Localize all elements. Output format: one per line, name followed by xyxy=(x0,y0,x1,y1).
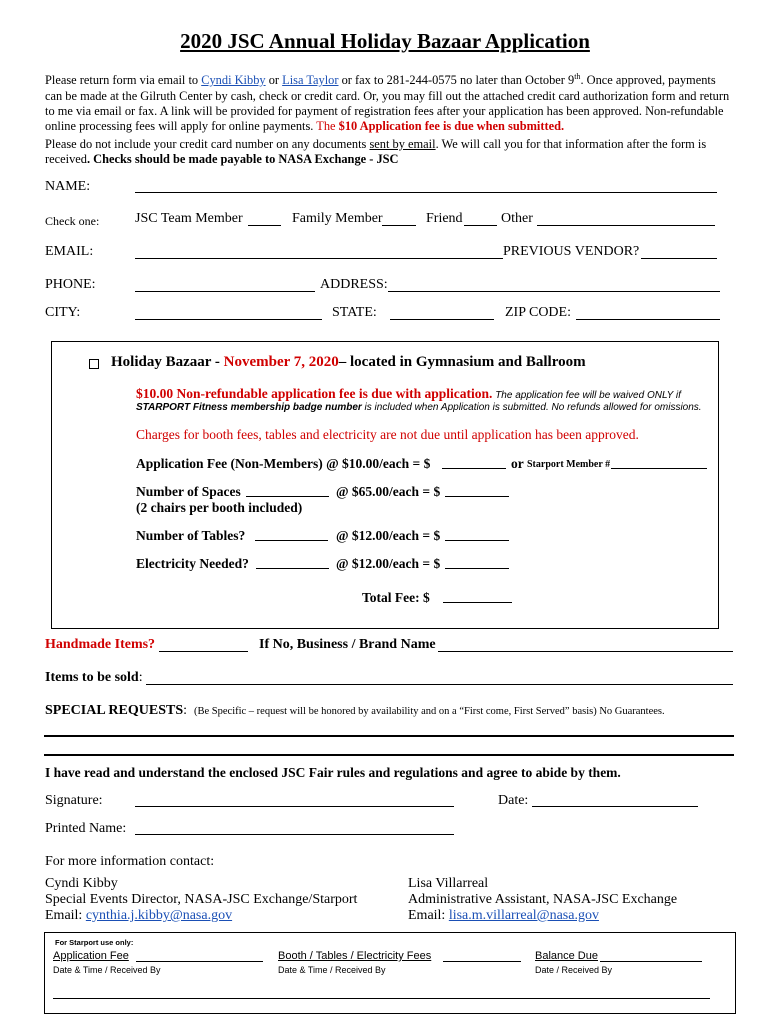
phone-label: PHONE: xyxy=(45,277,96,292)
office-booth-fees: Booth / Tables / Electricity Fees xyxy=(278,950,432,962)
application-fee-amount[interactable] xyxy=(442,468,506,469)
special-requests-note: (Be Specific – request will be honored by availability and on a “First come, First Served” basis) No Guarantees. xyxy=(194,706,665,717)
spaces-rate-label: @ $65.00/each = $ xyxy=(336,484,441,499)
state-field[interactable] xyxy=(390,319,494,320)
chairs-note: (2 chairs per booth included) xyxy=(136,500,303,515)
or-label: or xyxy=(511,456,524,471)
zip-code-field[interactable] xyxy=(576,319,720,320)
office-sub2: Date & Time / Received By xyxy=(278,965,386,975)
spaces-amount-field[interactable] xyxy=(445,496,509,497)
office-use-heading: For Starport use only: xyxy=(55,938,134,947)
contact2-email: Email: lisa.m.villarreal@nasa.gov xyxy=(408,908,599,923)
spaces-quantity-field[interactable] xyxy=(246,496,329,497)
jsc-team-member-blank[interactable] xyxy=(248,225,281,226)
application-fee-notice: $10.00 Non-refundable application fee is due with application. The application fee will be waived ONLY if xyxy=(136,386,681,401)
contact1-name: Cyndi Kibby xyxy=(45,876,118,891)
handmade-items-label: Handmade Items? xyxy=(45,637,156,652)
contact2-email-link[interactable]: lisa.m.villarreal@nasa.gov xyxy=(448,908,599,923)
special-requests-label: SPECIAL REQUESTS: xyxy=(45,703,187,718)
tables-amount-field[interactable] xyxy=(445,540,509,541)
zip-code-label: ZIP CODE: xyxy=(505,305,571,320)
more-info-label: For more information contact: xyxy=(45,854,215,869)
brand-name-field[interactable] xyxy=(438,651,733,652)
office-received-line[interactable] xyxy=(53,998,710,999)
address-field[interactable] xyxy=(388,291,720,292)
cyndi-kibby-link[interactable]: Cyndi Kibby xyxy=(201,73,266,88)
starport-member-label: Starport Member # xyxy=(527,459,611,470)
family-member-option: Family Member xyxy=(292,211,383,226)
signature-label: Signature: xyxy=(45,793,103,808)
bazaar-heading: Holiday Bazaar - November 7, 2020– located in Gymnasium and Ballroom xyxy=(111,354,586,370)
office-booth-fees-line[interactable] xyxy=(443,961,521,962)
name-field[interactable] xyxy=(135,192,717,193)
handmade-items-field[interactable] xyxy=(159,651,248,652)
starport-member-number-field[interactable] xyxy=(611,468,707,469)
items-sold-label: Items to be sold: xyxy=(45,670,143,685)
date-field[interactable] xyxy=(532,806,698,807)
special-requests-line-1[interactable] xyxy=(44,735,734,737)
other-option: Other xyxy=(501,211,533,226)
office-sub3: Date / Received By xyxy=(535,965,613,975)
application-fee-label: Application Fee (Non-Members) @ $10.00/each = $ xyxy=(136,456,431,471)
email-field[interactable] xyxy=(135,258,503,259)
contact1-email: Email: cynthia.j.kibby@nasa.gov xyxy=(45,908,233,923)
printed-name-label: Printed Name: xyxy=(45,821,127,836)
printed-name-field[interactable] xyxy=(135,834,454,835)
contact1-email-link[interactable]: cynthia.j.kibby@nasa.gov xyxy=(85,908,233,923)
state-label: STATE: xyxy=(332,305,377,320)
tables-label: Number of Tables? xyxy=(136,528,246,543)
charges-notice: Charges for booth fees, tables and electricity are not due until application has been approved. xyxy=(136,427,639,442)
name-label: NAME: xyxy=(45,179,91,194)
family-member-blank[interactable] xyxy=(382,225,416,226)
electricity-amount-field[interactable] xyxy=(445,568,509,569)
friend-blank[interactable] xyxy=(464,225,497,226)
credit-card-notice: Please do not include your credit card number on any documents sent by email. We will call you for that information after the form is received. Checks should be made payable to NASA Exchange - JSC xyxy=(45,137,707,167)
office-balance-due: Balance Due xyxy=(535,950,598,962)
total-fee-label: Total Fee: $ xyxy=(362,590,430,605)
tables-quantity-field[interactable] xyxy=(255,540,328,541)
office-application-fee-line[interactable] xyxy=(136,961,263,962)
brand-name-label: If No, Business / Brand Name xyxy=(259,637,436,652)
items-sold-field[interactable] xyxy=(146,684,733,685)
page-title: 2020 JSC Annual Holiday Bazaar Application xyxy=(180,29,590,53)
office-balance-due-line[interactable] xyxy=(600,961,702,962)
office-application-fee: Application Fee xyxy=(53,950,129,962)
office-sub1: Date & Time / Received By xyxy=(53,965,161,975)
spaces-label: Number of Spaces xyxy=(136,484,241,499)
agreement-statement: I have read and understand the enclosed JSC Fair rules and regulations and agree to abide by them. xyxy=(45,765,621,780)
previous-vendor-label: PREVIOUS VENDOR? xyxy=(503,244,640,259)
total-fee-field[interactable] xyxy=(443,602,512,603)
electricity-quantity-field[interactable] xyxy=(256,568,329,569)
contact1-title: Special Events Director, NASA-JSC Exchange/Starport xyxy=(45,892,358,907)
electricity-rate-label: @ $12.00/each = $ xyxy=(336,556,441,571)
electricity-label: Electricity Needed? xyxy=(136,556,249,571)
contact2-title: Administrative Assistant, NASA-JSC Exchange xyxy=(408,892,678,907)
email-label: EMAIL: xyxy=(45,244,94,259)
friend-option: Friend xyxy=(426,211,463,226)
address-label: ADDRESS: xyxy=(320,277,388,292)
city-label: CITY: xyxy=(45,305,81,320)
city-field[interactable] xyxy=(135,319,322,320)
phone-field[interactable] xyxy=(135,291,315,292)
lisa-taylor-link[interactable]: Lisa Taylor xyxy=(282,73,339,88)
previous-vendor-field[interactable] xyxy=(641,258,717,259)
special-requests-line-2[interactable] xyxy=(44,754,734,756)
starport-waiver-note: STARPORT Fitness membership badge number is included when Application is submitted. No refunds allowed for omissions. xyxy=(136,402,702,413)
date-label: Date: xyxy=(498,793,529,808)
signature-field[interactable] xyxy=(135,806,454,807)
intro-paragraph: Please return form via email to Cyndi Kibby or Lisa Taylor or fax to 281-244-0575 no later than October 9th. Once approved, payments can be made at the Gilruth Center by cash, check or credit card. Or, you may fill out the attached credit card authorization form and return to me via email or fax. A link will be provided for payment of registration fees after your application has been approved. Non-refundable online processing fees will apply for online payments. The $10 Application fee is due when submitted. xyxy=(45,72,730,134)
jsc-team-member-option: JSC Team Member xyxy=(135,211,243,226)
holiday-bazaar-checkbox[interactable] xyxy=(89,359,99,369)
contact2-name: Lisa Villarreal xyxy=(408,876,489,891)
other-field[interactable] xyxy=(537,225,715,226)
check-one-label: Check one: xyxy=(45,214,100,228)
tables-rate-label: @ $12.00/each = $ xyxy=(336,528,441,543)
